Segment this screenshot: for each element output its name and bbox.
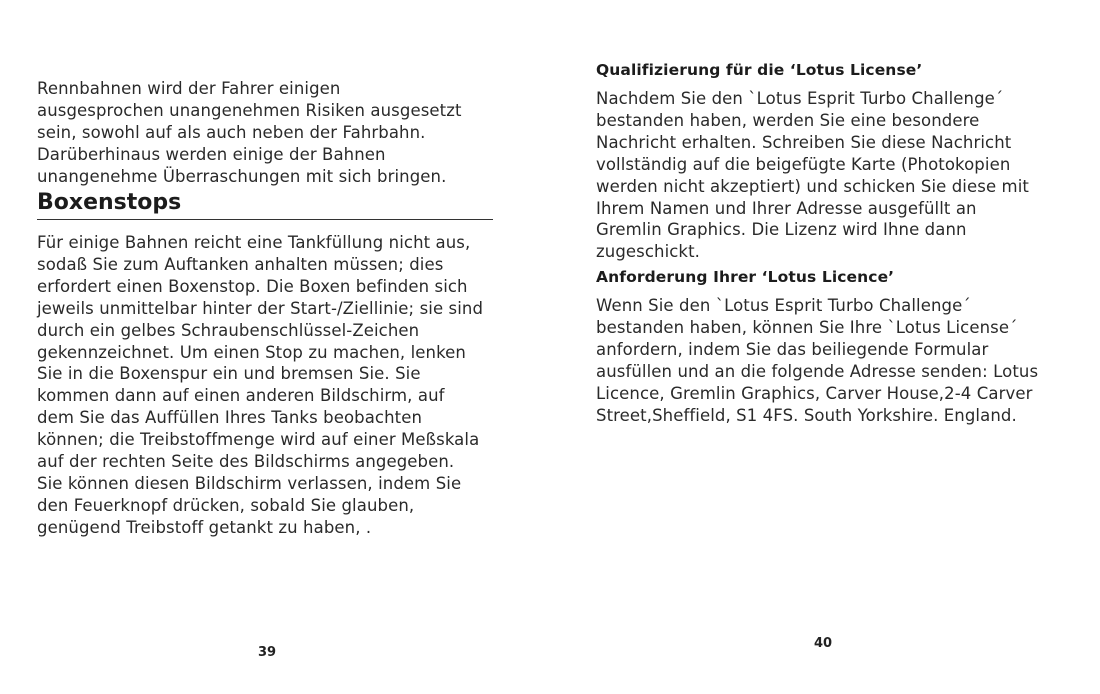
page-number-right: 40	[814, 636, 833, 651]
anforderung-paragraph: Wenn Sie den `Lotus Esprit Turbo Challenge´ bestanden haben, können Sie Ihre `Lotus License´ anfordern, indem Sie das beiliegende Formular ausfüllen und an die folgende Adresse senden: Lotus Licence, Gremlin Graphics, Carver House,2-4 Carver Street,Sheffield, S1 4FS. South Yorkshire. England.	[596, 296, 1039, 425]
heading-anforderung: Anforderung Ihrer ‘Lotus Licence’	[596, 268, 895, 286]
right-page	[550, 0, 1100, 694]
page-number-left: 39	[258, 645, 277, 660]
heading-underline-divider	[37, 219, 493, 220]
boxenstops-paragraph: Für einige Bahnen reicht eine Tankfüllung nicht aus, sodaß Sie zum Auftanken anhalten müssen; dies erfordert einen Boxenstop. Die Boxen befinden sich jeweils unmittelbar hinter der Start-/Ziellinie; sie sind durch ein gelbes Schraubenschlüssel-Zeichen gekennzeichnet. Um einen Stop zu machen, lenken Sie in die Boxenspur ein und bremsen Sie. Sie kommen dann auf einen anderen Bildschirm, auf dem Sie das Auffüllen Ihres Tanks beobachten können; die Treibstoffmenge wird auf einer Meßskala auf der rechten Seite des Bildschirms angegeben. Sie können diesen Bildschirm verlassen, indem Sie den Feuerknopf drücken, sobald Sie glauben, genügend Treibstoff getankt zu haben, .	[37, 233, 484, 537]
qualifizierung-paragraph: Nachdem Sie den `Lotus Esprit Turbo Challenge´ bestanden haben, werden Sie eine besondere Nachricht erhalten. Schreiben Sie diese Nachricht vollständig auf die beigefügte Karte (Photokopien werden nicht akzeptiert) und schicken Sie diese mit Ihrem Namen und Ihrer Adresse ausgefüllt an Gremlin Graphics. Die Lizenz wird Ihne dann zugeschickt.	[596, 89, 1029, 262]
heading-qualifizierung: Qualifizierung für die ‘Lotus License’	[596, 61, 923, 79]
section-heading-boxenstops: Boxenstops	[37, 190, 182, 215]
intro-paragraph: Rennbahnen wird der Fahrer einigen ausgesprochen unangenehmen Risiken ausgesetzt sein, sowohl auf als auch neben der Fahrbahn. Darüberhinaus werden einige der Bahnen unangenehme Überraschungen mit sich bringen.	[37, 79, 462, 186]
